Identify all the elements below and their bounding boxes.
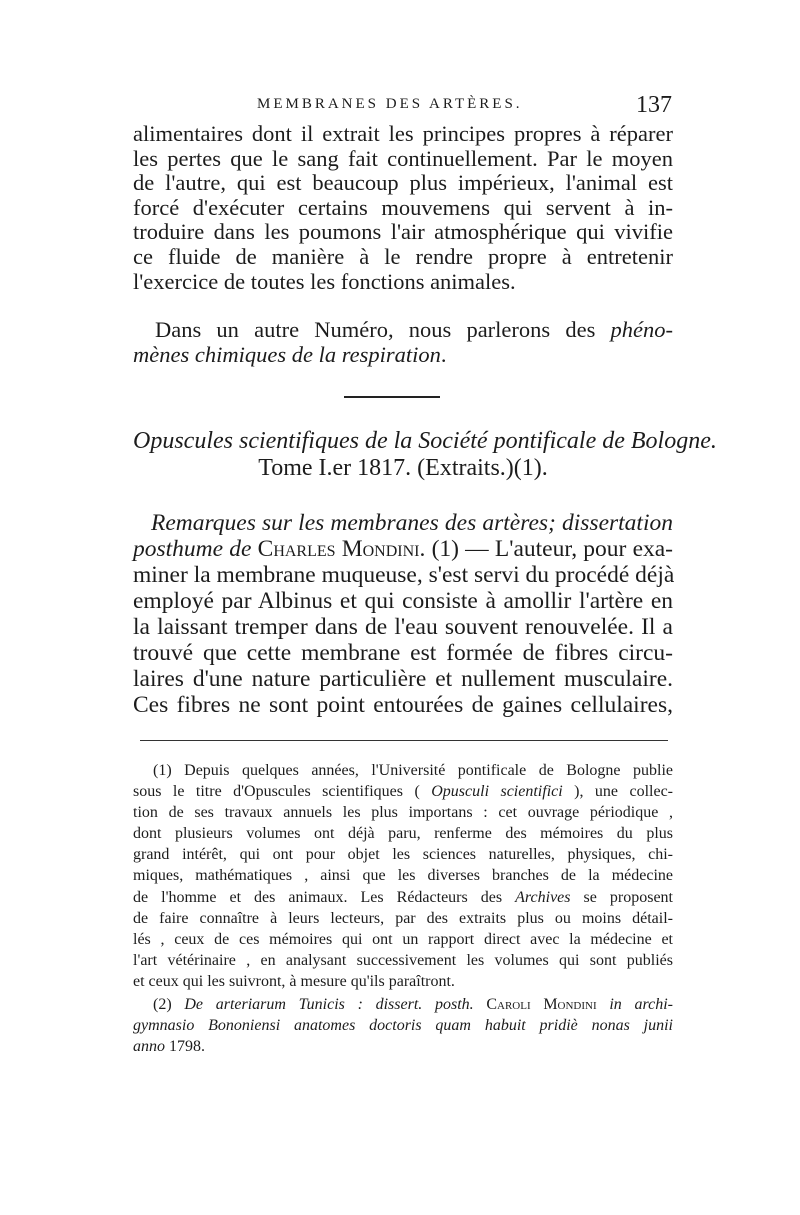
italic-span: mènes chimiques de la respiration <box>133 341 441 367</box>
text-span: de l'homme et des animaux. Les Rédacteurs des <box>133 888 516 906</box>
footnote-line <box>133 1015 673 1036</box>
section-divider <box>344 396 440 398</box>
text-span: 1798. <box>165 1038 205 1056</box>
paragraph-respiration <box>133 122 673 294</box>
footnote-1 <box>133 760 673 992</box>
text-line: ce fluide de manière à le rendre propre à entretenir <box>133 243 673 269</box>
text-line: alimentaires dont il extrait les principes propres à réparer <box>133 121 673 146</box>
article-heading <box>133 428 717 482</box>
footnote-line: (1) Depuis quelques années, l'Université pontificale de Bologne publie <box>153 762 673 779</box>
text-line: de l'autre, qui est beaucoup plus impérieux, l'animal est <box>133 170 673 196</box>
footnote-line <box>133 1036 673 1057</box>
footnote-line: dont plusieurs volumes ont déjà paru, renferme des mémoires du plus <box>133 825 673 843</box>
footnote-line <box>133 994 673 1015</box>
italic-span: Remarques sur les membranes des artères; dissertation <box>151 510 673 536</box>
italic-span: posthume de <box>133 536 258 562</box>
text-span: se proposent <box>570 888 673 906</box>
footnote-line: lés , ceux de ces mémoires qui ont un rapport direct avec la médecine et <box>133 930 673 948</box>
text-line: troduire dans les poumons l'air atmosphérique qui vivifie <box>133 219 673 245</box>
text-span: Dans un autre Numéro, nous parlerons des <box>155 317 611 342</box>
text-line: employé par Albinus et qui consiste à amollir l'artère en <box>133 588 673 614</box>
author-name: Caroli Mondini <box>473 996 610 1013</box>
text-span: ), une collec- <box>562 783 674 801</box>
footnote-line: et ceux qui les suivront, à mesure qu'ils paraîtront. <box>133 972 455 990</box>
page-number: 137 <box>636 92 672 118</box>
text-line: laires d'une nature particulière et nullement musculaire. <box>133 666 673 692</box>
text-line: l'exercice de toutes les fonctions animales. <box>133 268 516 294</box>
italic-span: gymnasio Bononiensi anatomes doctoris quam habuit pridiè nonas junii <box>133 1017 673 1035</box>
italic-span: Archives <box>515 888 571 906</box>
text-line <box>133 536 673 562</box>
italic-span: Opusculi scientifici <box>431 783 563 801</box>
text-line <box>133 343 673 368</box>
footnote-line: de faire connaître à leurs lecteurs, par des extraits plus ou moins détail- <box>133 909 673 927</box>
article-title: Opuscules scientifiques de la Société pontificale de Bologne. <box>133 428 717 454</box>
text-line: miner la membrane muqueuse, s'est servi du procédé déjà <box>133 562 675 588</box>
footnote-divider <box>140 740 668 741</box>
text-line: forcé d'exécuter certains mouvemens qui servent à in- <box>133 194 673 220</box>
footnote-line: miques, mathématiques , ainsi que les diverses branches de la médecine <box>133 867 673 885</box>
italic-span: anno <box>133 1038 165 1056</box>
article-subtitle: Tome I.er 1817. (Extraits.)(1). <box>258 455 548 481</box>
italic-span: in archi- <box>609 996 673 1013</box>
text-span: . (1) — L'auteur, pour exa- <box>419 536 673 562</box>
text-span: . <box>440 341 447 367</box>
text-line: Ces fibres ne sont point entourées de gaines cellulaires, <box>133 692 673 718</box>
text-line: les pertes que le sang fait continuellement. Par le moyen <box>133 145 673 171</box>
text-line: la laissant tremper dans de l'eau souvent renouvelée. Il a <box>133 614 673 640</box>
paragraph-next-issue <box>133 318 673 367</box>
text-line: trouvé que cette membrane est formée de fibres circu- <box>133 640 673 666</box>
text-line <box>133 510 673 536</box>
footnote-line <box>133 781 673 802</box>
text-line <box>133 318 673 343</box>
text-span: (2) <box>153 996 185 1013</box>
running-head <box>132 92 672 122</box>
italic-span: De arteriarum Tunicis : dissert. posth. <box>184 996 474 1013</box>
paragraph-mondini <box>133 510 673 718</box>
footnote-line: grand intérêt, qui ont pour objet les sciences naturelles, physiques, chi- <box>133 846 673 864</box>
italic-span: phéno- <box>610 317 673 342</box>
footnote-2 <box>133 994 673 1057</box>
text-span: sous le titre d'Opuscules scientifiques ( <box>133 783 432 801</box>
footnote-line <box>133 887 673 908</box>
footnote-line: l'art vétérinaire , en analysant successivement les volumes qui sont publiés <box>133 951 673 969</box>
running-head-title: MEMBRANES DES ARTÈRES. <box>257 96 523 112</box>
footnote-line: tion de ses travaux annuels les plus importans : cet ouvrage périodique , <box>133 804 673 822</box>
author-name: Charles Mondini <box>257 536 420 562</box>
